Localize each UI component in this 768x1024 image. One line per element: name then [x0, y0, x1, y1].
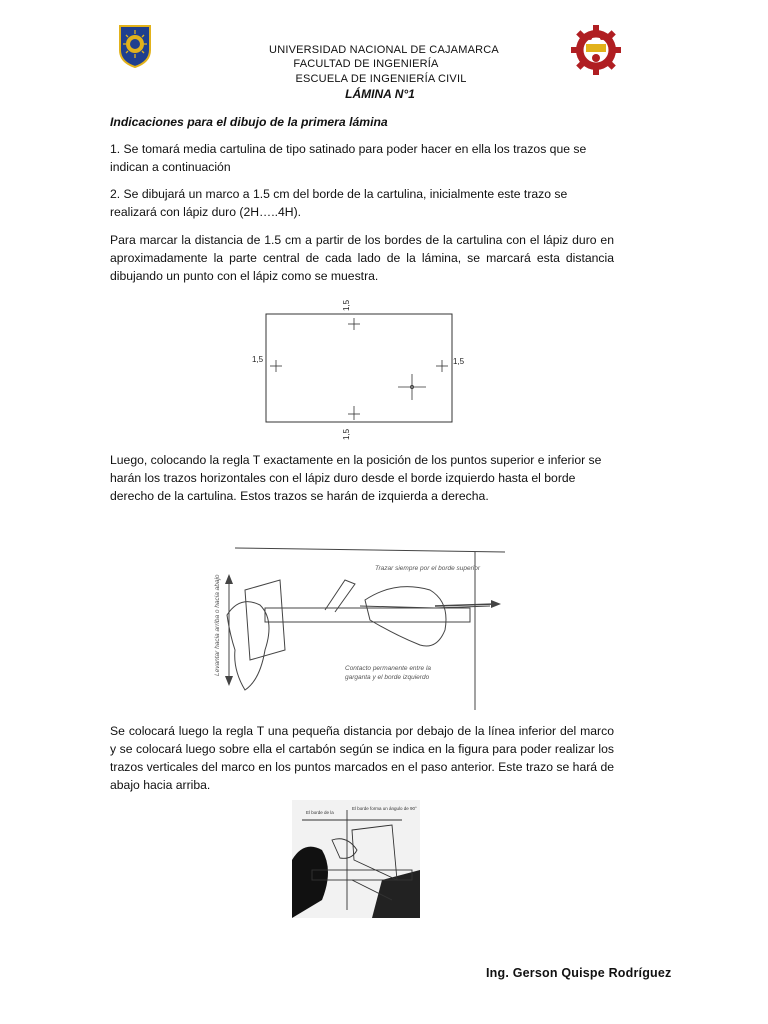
paragraph-4: Luego, colocando la regla T exactamente en la posición de los puntos superior e inferior se harán los trazos horizontales con el lápiz duro desde el borde izquierdo hasta el borde derecho de la cartulina. Estos trazos se harán de izquierda a derecha.: [110, 453, 602, 503]
paragraph-5: Se colocará luego la regla T una pequeña distancia por debajo de la línea inferior del marco y se colocará luego sobre ella el cartabón según se indica en la figura para poder realizar los trazos verticales del marco en los puntos marcados en el paso anterior. Este trazo se hará de abajo hacia arriba.: [110, 724, 615, 792]
bottom-caption-line-2: garganta y el borde izquierdo: [345, 674, 430, 681]
label-left: 1,5: [252, 355, 264, 364]
side-caption: Levantar hacia arriba o hacia abajo: [214, 574, 221, 676]
sheet-outline: [266, 314, 452, 422]
faculty-name: FACULTAD DE INGENIERÍA: [293, 58, 439, 70]
author-signature: Ing. Gerson Quispe Rodríguez: [486, 966, 672, 980]
label-top: 1,5: [342, 299, 351, 311]
top-caption: Trazar siempre por el borde superior: [375, 565, 481, 572]
university-name: UNIVERSIDAD NACIONAL DE CAJAMARCA: [269, 44, 499, 56]
label-bottom: 1,5: [342, 428, 351, 440]
label-right: 1,5: [453, 357, 465, 366]
t-square-drawing-illustration: [205, 540, 515, 718]
frame-marks-diagram: [250, 296, 470, 442]
paragraph-2: 2. Se dibujará un marco a 1.5 cm del borde de la cartulina, inicialmente este trazo se realizará con lápiz duro (2H…..4H).: [110, 187, 568, 219]
paragraph-1: 1. Se tomará media cartulina de tipo satinado para poder hacer en ella los trazos que se indican a continuación: [110, 142, 587, 174]
set-square-illustration: [292, 800, 420, 918]
bottom-caption-line-1: Contacto permanente entre la: [345, 665, 431, 672]
caption-right: El borde forma un ángulo de 90°: [352, 806, 417, 811]
paragraph-3: Para marcar la distancia de 1.5 cm a partir de los bordes de la cartulina con el lápiz duro en aproximadamente la parte central de cada lado de la lámina, se marcará esta distancia dibujando un punto con el lápiz como se muestra.: [110, 233, 614, 283]
school-name: ESCUELA DE INGENIERÍA CIVIL: [295, 73, 467, 85]
section-title: Indicaciones para el dibujo de la primera lámina: [110, 115, 388, 129]
sheet-title: LÁMINA N°1: [345, 87, 415, 101]
caption-left: El borde de la: [306, 810, 334, 815]
